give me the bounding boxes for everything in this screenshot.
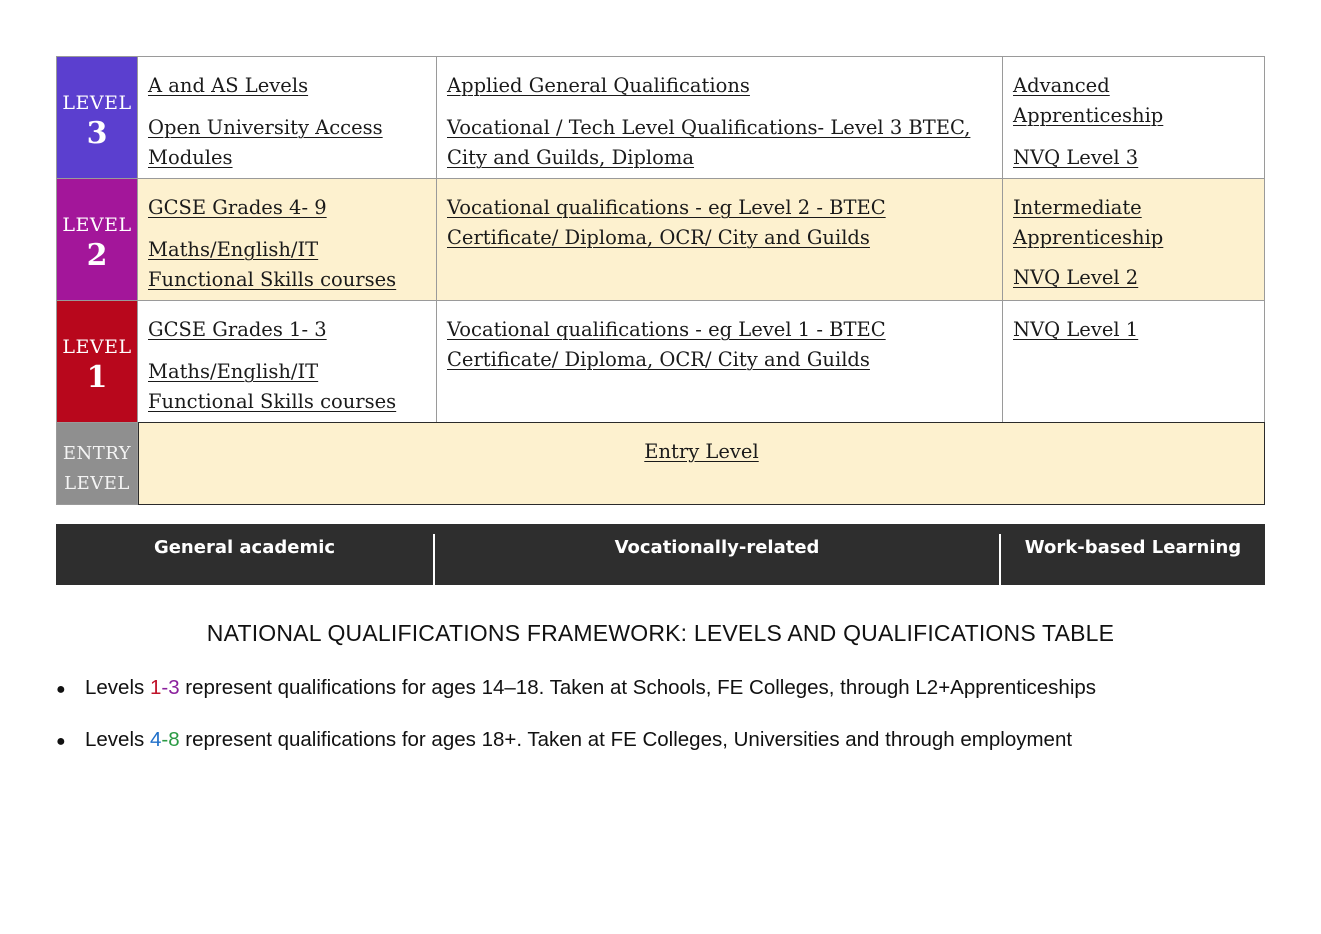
entry-level-row [57, 423, 1264, 504]
qualification-item[interactable]: NVQ Level 2 [1013, 266, 1139, 289]
note-body: represent qualifications for ages 18+. Taken at FE Colleges, Universities and through employment [179, 728, 1073, 751]
qualification-item[interactable]: Applied General Qualifications [447, 74, 750, 97]
level-1-row [57, 301, 1264, 423]
range-start: 4 [149, 728, 162, 751]
note-text [85, 676, 1096, 700]
range-start: 1 [149, 676, 162, 699]
qualification-item[interactable]: NVQ Level 3 [1013, 146, 1139, 169]
bullet-icon: ● [56, 681, 66, 698]
level-number: 3 [86, 116, 108, 151]
entry-level-link[interactable]: Entry Level [644, 440, 759, 463]
vocational-cell [437, 179, 1003, 300]
level-word: LEVEL [62, 92, 132, 114]
column-general-academic: General academic [56, 534, 435, 585]
level-number: 1 [86, 360, 108, 395]
qualification-item[interactable]: Intermediate Apprenticeship [1013, 196, 1164, 249]
bullet-icon: ● [56, 733, 66, 750]
column-legend-bar [56, 524, 1265, 585]
entry-level-label [57, 423, 138, 504]
entry-word: ENTRY [62, 443, 132, 464]
note-text [85, 728, 1072, 752]
qualification-item[interactable]: Vocational qualifications - eg Level 2 - BTEC Certificate/ Diploma, OCR/ City and Guilds [447, 196, 886, 249]
column-vocationally-related: Vocationally-related [435, 534, 1001, 585]
general-academic-cell [138, 179, 437, 300]
level-word: LEVEL [64, 473, 130, 494]
qualification-item[interactable]: Vocational qualifications - eg Level 1 - BTEC Certificate/ Diploma, OCR/ City and Guilds [447, 318, 886, 371]
qualification-item[interactable]: Open University Access Modules [148, 116, 383, 169]
qualification-item[interactable]: Maths/English/IT Functional Skills courses [148, 360, 397, 413]
level-2-label [57, 179, 138, 300]
qualification-item[interactable]: GCSE Grades 4- 9 [148, 196, 327, 219]
notes-list [56, 676, 1296, 780]
general-academic-cell [138, 301, 437, 422]
level-word: LEVEL [62, 214, 132, 236]
qualification-item[interactable]: GCSE Grades 1- 3 [148, 318, 327, 341]
work-based-cell [1003, 301, 1264, 422]
note-prefix: Levels [85, 676, 150, 699]
qualification-item[interactable]: Maths/English/IT Functional Skills courses [148, 238, 397, 291]
level-number: 2 [86, 238, 108, 273]
page-title: NATIONAL QUALIFICATIONS FRAMEWORK: LEVELS AND QUALIFICATIONS TABLE [206, 620, 1115, 646]
level-3-row [57, 57, 1264, 179]
list-item [56, 728, 1296, 780]
vocational-cell [437, 57, 1003, 178]
range-separator: - [161, 728, 169, 751]
work-based-cell [1003, 57, 1264, 178]
range-end: 8 [168, 728, 180, 751]
level-1-label [57, 301, 138, 422]
note-body: represent qualifications for ages 14–18. Taken at Schools, FE Colleges, through L2+Apprenticeships [179, 676, 1097, 699]
qualification-item[interactable]: A and AS Levels [148, 74, 309, 97]
qualification-item[interactable]: NVQ Level 1 [1013, 318, 1139, 341]
list-item [56, 676, 1296, 728]
qualification-item[interactable]: Advanced Apprenticeship [1013, 74, 1164, 127]
level-3-label [57, 57, 138, 178]
range-separator: - [161, 676, 169, 699]
column-work-based-learning: Work-based Learning [1024, 537, 1242, 558]
work-based-cell [1003, 179, 1264, 300]
vocational-cell [437, 301, 1003, 422]
qualifications-table [56, 56, 1265, 505]
range-end: 3 [168, 676, 180, 699]
general-academic-cell [138, 57, 437, 178]
level-word: LEVEL [62, 336, 132, 358]
note-prefix: Levels [85, 728, 150, 751]
entry-level-cell [138, 422, 1265, 505]
qualification-item[interactable]: Vocational / Tech Level Qualifications- Level 3 BTEC, City and Guilds, Diploma [447, 116, 971, 169]
level-2-row [57, 179, 1264, 301]
